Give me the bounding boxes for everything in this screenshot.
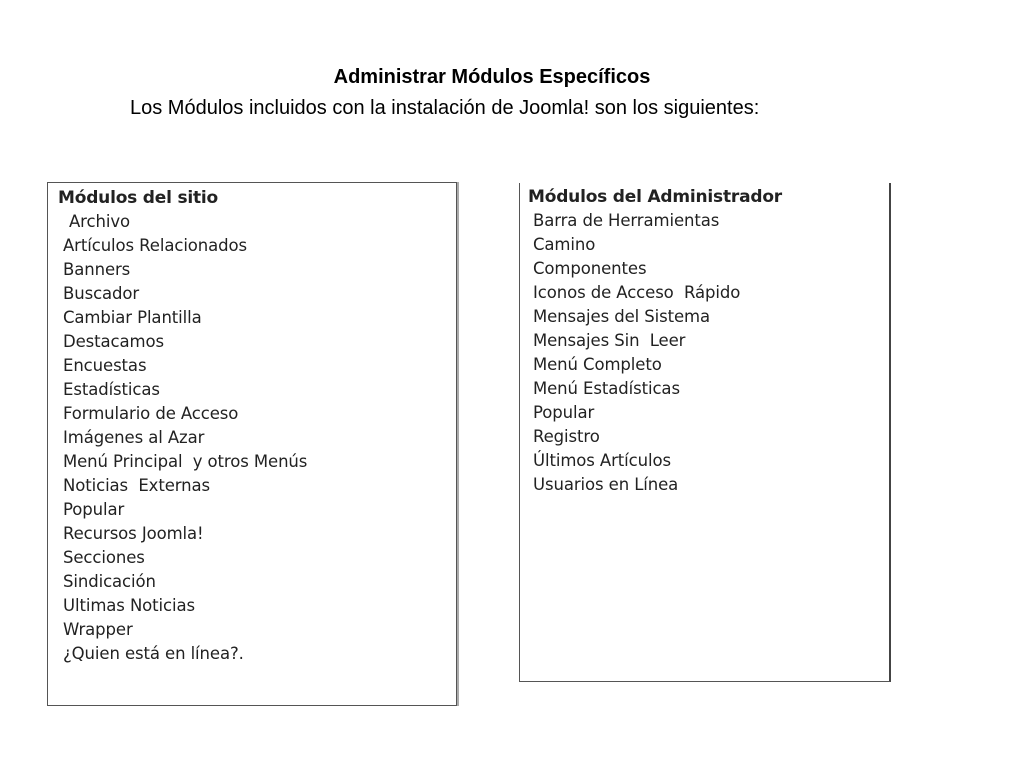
list-item: Popular: [533, 403, 595, 422]
list-item: Buscador: [63, 284, 140, 303]
list-item: Encuestas: [63, 356, 147, 375]
list-item: Wrapper: [63, 620, 133, 639]
list-item: Cambiar Plantilla: [63, 308, 202, 327]
list-item: ¿Quien está en línea?.: [63, 644, 244, 663]
list-item: Destacamos: [63, 332, 164, 351]
admin-modules-panel: [519, 183, 891, 682]
list-item: Componentes: [533, 259, 647, 278]
list-item: Ultimas Noticias: [63, 596, 195, 615]
list-item: Secciones: [63, 548, 145, 567]
list-item: Banners: [63, 260, 131, 279]
list-item: Estadísticas: [63, 380, 160, 399]
site-modules-panel: [47, 182, 457, 706]
slide-title: Administrar Módulos Específicos: [333, 66, 651, 88]
list-item: Menú Completo: [533, 355, 662, 374]
list-item: Imágenes al Azar: [63, 428, 205, 447]
list-item: Mensajes del Sistema: [533, 307, 711, 326]
list-item: Sindicación: [63, 572, 156, 591]
list-item: Menú Estadísticas: [533, 379, 680, 398]
site-modules-list: [58, 210, 456, 666]
list-item: Artículos Relacionados: [63, 236, 248, 255]
site-modules-heading: Módulos del sitio: [58, 188, 219, 208]
list-item: Últimos Artículos: [533, 451, 671, 470]
list-item: Formulario de Acceso: [63, 404, 239, 423]
list-item: Recursos Joomla!: [63, 524, 204, 543]
list-item: Popular: [63, 500, 125, 519]
admin-modules-heading: Módulos del Administrador: [528, 187, 782, 207]
list-item: Usuarios en Línea: [533, 475, 679, 494]
list-item: Camino: [533, 235, 596, 254]
list-item: Mensajes Sin Leer: [533, 331, 686, 350]
list-item: Menú Principal y otros Menús: [63, 452, 308, 471]
list-item: Barra de Herramientas: [533, 211, 720, 230]
admin-modules-list: [528, 209, 889, 497]
list-item: Iconos de Acceso Rápido: [533, 283, 741, 302]
list-item: Archivo: [69, 212, 130, 231]
list-item: Registro: [533, 427, 600, 446]
slide-intro-text: Los Módulos incluidos con la instalación de Joomla! son los siguientes:: [130, 97, 760, 119]
list-item: Noticias Externas: [63, 476, 211, 495]
